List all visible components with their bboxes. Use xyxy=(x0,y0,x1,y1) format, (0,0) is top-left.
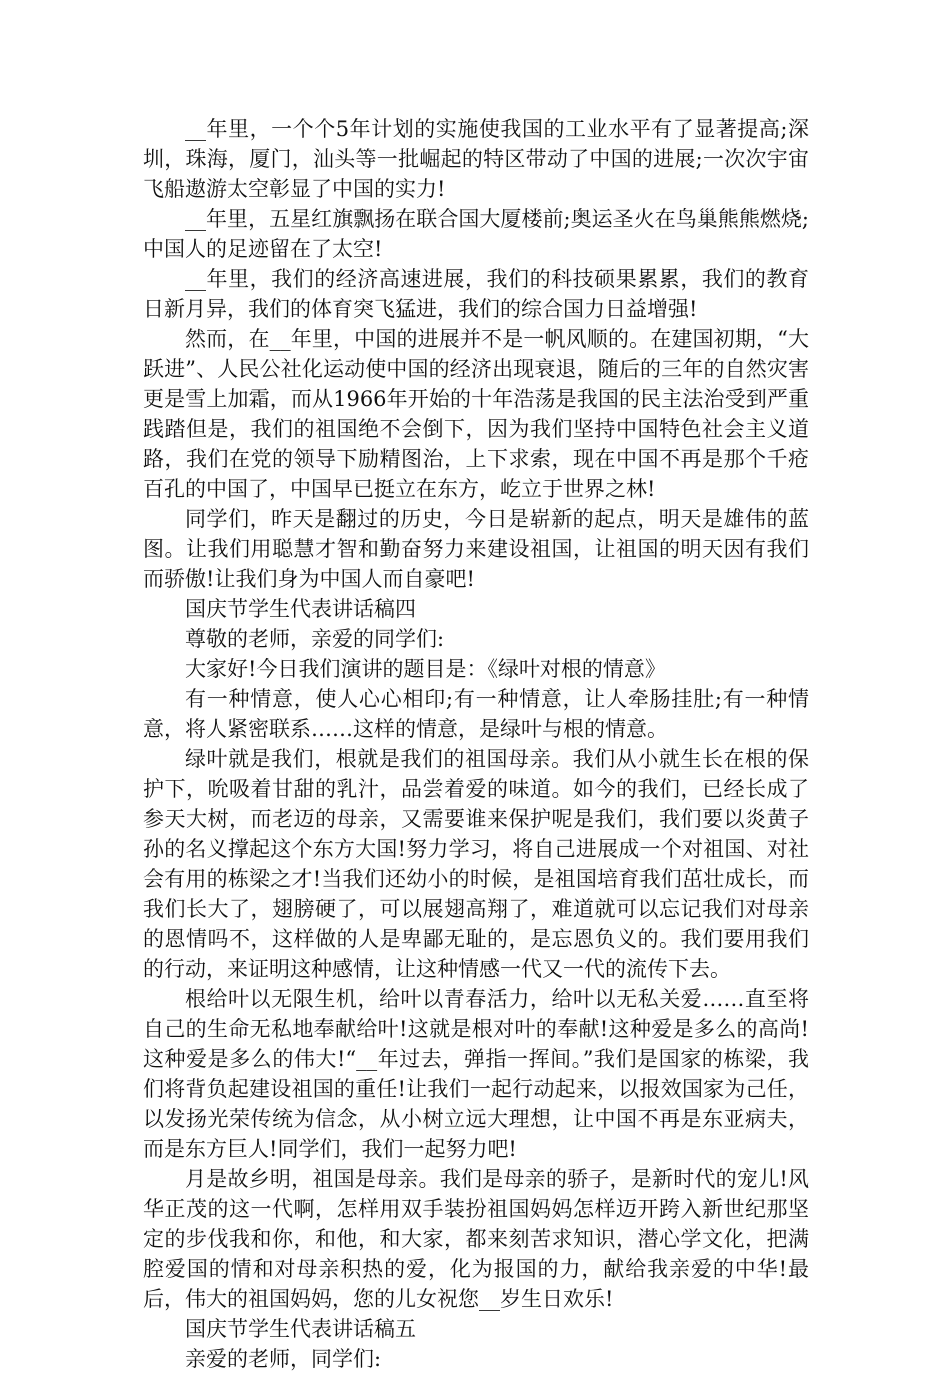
paragraph: 绿叶就是我们，根就是我们的祖国母亲。我们从小就生长在根的保护下，吮吸着甘甜的乳汁，品尝着爱的味道。如今的我们，已经长成了参天大树，而老迈的母亲，又需要谁来保护呢是我们，我们要以炎黄子孙的名义撑起这个东方大国!努力学习，将自己进展成一个对祖国、对社会有用的栋梁之才!当我们还幼小的时候，是祖国培育我们茁壮成长，而我们长大了，翅膀硬了，可以展翅高翔了，难道就可以忘记我们对母亲的恩情吗不，这样做的人是卑鄙无耻的，是忘恩负义的。我们要用我们的行动，来证明这种感情，让这种情感一代又一代的流传下去。 xyxy=(143,747,809,981)
section-heading: 国庆节学生代表讲话稿五 xyxy=(185,1317,416,1341)
section-heading: 国庆节学生代表讲话稿四 xyxy=(185,597,416,621)
paragraph: 月是故乡明，祖国是母亲。我们是母亲的骄子，是新时代的宠儿!风华正茂的这一代啊，怎样用双手装扮祖国妈妈怎样迈开跨入新世纪那坚定的步伐我和你，和他，和大家，都来刻苦求知识，潜心学文化，把满腔爱国的情和对母亲积热的爱，化为报国的力，献给我亲爱的中华!最后，伟大的祖国妈妈，您的儿女祝您__岁生日欢乐! xyxy=(143,1167,809,1311)
salutation: 尊敬的老师，亲爱的同学们: xyxy=(185,627,445,651)
paragraph: __年里，一个个5年计划的实施使我国的工业水平有了显著提高;深圳，珠海，厦门，汕头等一批崛起的特区带动了中国的进展;一次次宇宙飞船遨游太空彰显了中国的实力! xyxy=(143,117,809,201)
document-body xyxy=(143,114,809,1374)
paragraph: __年里，五星红旗飘扬在联合国大厦楼前;奥运圣火在鸟巢熊熊燃烧;中国人的足迹留在了太空! xyxy=(143,207,809,261)
paragraph: 同学们，昨天是翻过的历史，今日是崭新的起点，明天是雄伟的蓝图。让我们用聪慧才智和勤奋努力来建设祖国，让祖国的明天因有我们而骄傲!让我们身为中国人而自豪吧! xyxy=(143,507,809,591)
paragraph: 然而，在__年里，中国的进展并不是一帆风顺的。在建国初期，“大跃进”、人民公社化运动使中国的经济出现衰退，随后的三年的自然灾害更是雪上加霜，而从1966年开始的十年浩荡是我国的民主法治受到严重践踏但是，我们的祖国绝不会倒下，因为我们坚持中国特色社会主义道路，我们在党的领导下励精图治，上下求索，现在中国不再是那个千疮百孔的中国了，中国早已挺立在东方，屹立于世界之林! xyxy=(143,327,809,501)
paragraph: __年里，我们的经济高速进展，我们的科技硕果累累，我们的教育日新月异，我们的体育突飞猛进，我们的综合国力日益增强! xyxy=(143,267,809,321)
paragraph: 大家好!今日我们演讲的题目是：《绿叶对根的情意》 xyxy=(185,657,666,681)
paragraph: 有一种情意，使人心心相印;有一种情意，让人牵肠挂肚;有一种情意，将人紧密联系……这样的情意，是绿叶与根的情意。 xyxy=(143,687,809,741)
salutation: 亲爱的老师，同学们: xyxy=(185,1347,382,1371)
paragraph: 根给叶以无限生机，给叶以青春活力，给叶以无私关爱……直至将自己的生命无私地奉献给叶!这就是根对叶的奉献!这种爱是多么的高尚!这种爱是多么的伟大!“__年过去，弹指一挥间。”我们是国家的栋梁，我们将背负起建设祖国的重任!让我们一起行动起来，以报效国家为己任，以发扬光荣传统为信念，从小树立远大理想，让中国不再是东亚病夫，而是东方巨人!同学们，我们一起努力吧! xyxy=(143,987,809,1161)
